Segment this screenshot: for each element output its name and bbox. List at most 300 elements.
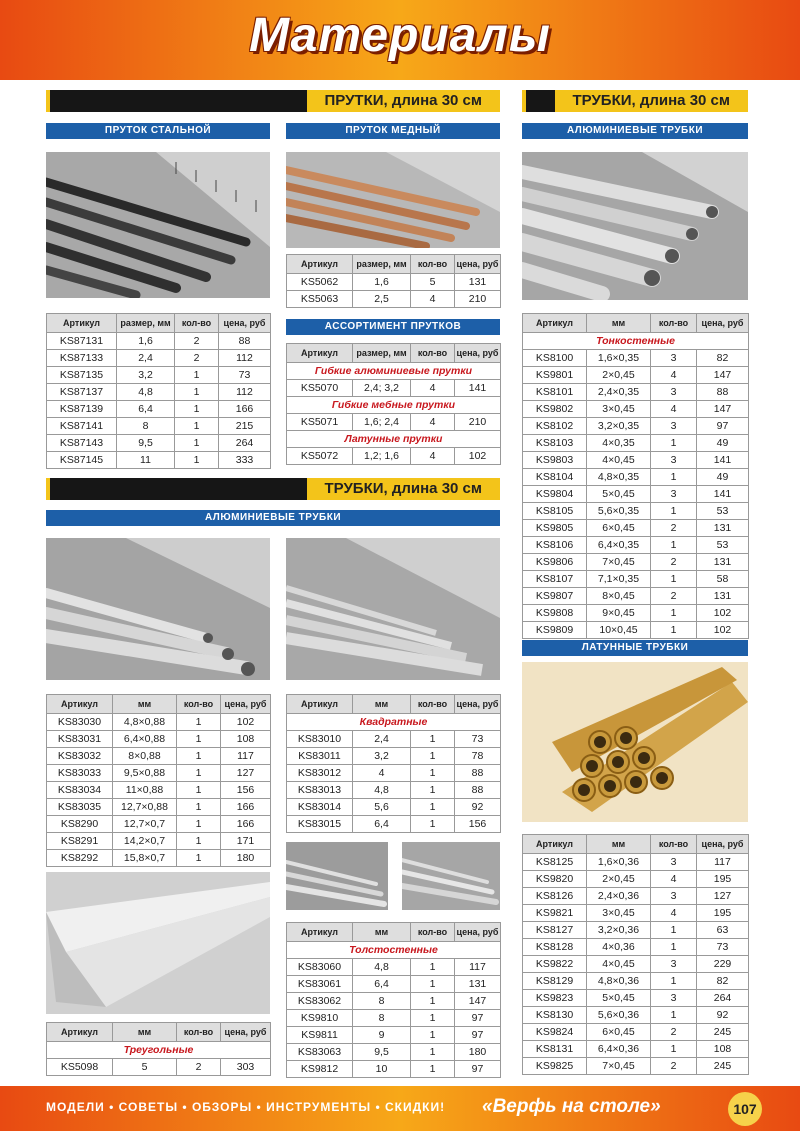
cell-qty: 1 [177, 714, 221, 731]
cell-price: 245 [697, 1024, 749, 1041]
cell-article: KS83012 [287, 765, 353, 782]
cell-qty: 1 [651, 1041, 697, 1058]
table-row [47, 731, 271, 748]
table-row [287, 731, 501, 748]
cell-size: 12,7×0,7 [113, 816, 177, 833]
cell-qty: 2 [175, 350, 219, 367]
cell-price: 82 [697, 350, 749, 367]
table-row [287, 1010, 501, 1027]
cell-size: 3×0,45 [587, 905, 651, 922]
cell-size: 8×0,88 [113, 748, 177, 765]
cell-price: 333 [219, 452, 271, 469]
col-size: размер, мм [353, 255, 411, 274]
table-row [287, 380, 501, 397]
cell-size: 14,2×0,7 [113, 833, 177, 850]
cell-price: 210 [455, 414, 501, 431]
col-article: Артикул [287, 923, 353, 942]
table-row [523, 418, 749, 435]
cell-price: 166 [221, 799, 271, 816]
col-mm: мм [353, 923, 411, 942]
cell-price: 147 [697, 401, 749, 418]
cell-size: 4×0,45 [587, 452, 651, 469]
cell-size: 6,4 [117, 401, 175, 418]
cell-price: 141 [697, 452, 749, 469]
cell-price: 141 [455, 380, 501, 397]
cell-article: KS8104 [523, 469, 587, 486]
col-price: цена, руб [697, 314, 749, 333]
copper-rod-photo [286, 152, 500, 248]
cell-qty: 4 [651, 871, 697, 888]
cell-article: KS9803 [523, 452, 587, 469]
cell-price: 229 [697, 956, 749, 973]
table-row [47, 452, 271, 469]
cell-qty: 1 [175, 384, 219, 401]
cell-price: 117 [221, 748, 271, 765]
cell-price: 180 [455, 1044, 501, 1061]
table-row [523, 939, 749, 956]
col-mm: мм [113, 1023, 177, 1042]
cell-size: 5,6×0,35 [587, 503, 651, 520]
cell-price: 180 [221, 850, 271, 867]
cell-article: KS87145 [47, 452, 117, 469]
cell-qty: 1 [411, 959, 455, 976]
col-qty: кол-во [177, 1023, 221, 1042]
table-row [523, 1024, 749, 1041]
cell-price: 166 [219, 401, 271, 418]
cell-qty: 1 [651, 503, 697, 520]
cell-qty: 4 [411, 414, 455, 431]
cell-article: KS8292 [47, 850, 113, 867]
cell-size: 1,2; 1,6 [353, 448, 411, 465]
table-row [523, 854, 749, 871]
cell-size: 4 [353, 765, 411, 782]
cell-qty: 4 [651, 401, 697, 418]
brass-tube-table [522, 834, 749, 1075]
cell-qty: 1 [411, 976, 455, 993]
square-tube-table [286, 694, 501, 833]
cell-article: KS8128 [523, 939, 587, 956]
table-row [287, 748, 501, 765]
cell-size: 4×0,35 [587, 435, 651, 452]
section-tubes-left-title: ТРУБКИ, длина 30 см [307, 478, 501, 500]
table-row [47, 367, 271, 384]
cell-price: 195 [697, 905, 749, 922]
cell-qty: 3 [651, 418, 697, 435]
table-row [287, 1044, 501, 1061]
cell-article: KS9802 [523, 401, 587, 418]
cell-article: KS83060 [287, 959, 353, 976]
cell-article: KS5072 [287, 448, 353, 465]
cell-qty: 1 [177, 799, 221, 816]
cell-size: 4,8×0,36 [587, 973, 651, 990]
cell-article: KS8127 [523, 922, 587, 939]
cell-qty: 1 [175, 367, 219, 384]
cell-size: 3,2 [117, 367, 175, 384]
cell-article: KS87135 [47, 367, 117, 384]
cell-qty: 2 [651, 554, 697, 571]
cell-size: 3×0,45 [587, 401, 651, 418]
thick-tube-photo-2 [402, 842, 500, 910]
cell-size: 6,4 [353, 976, 411, 993]
cell-price: 97 [455, 1010, 501, 1027]
col-mm: мм [587, 835, 651, 854]
cell-qty: 1 [411, 731, 455, 748]
section-rods [46, 90, 500, 112]
cell-price: 264 [697, 990, 749, 1007]
cell-price: 108 [221, 731, 271, 748]
table-row [47, 782, 271, 799]
table-row [47, 384, 271, 401]
table-row [523, 1058, 749, 1075]
cell-qty: 1 [411, 782, 455, 799]
cell-price: 88 [455, 765, 501, 782]
col-price: цена, руб [455, 344, 501, 363]
table-row [47, 418, 271, 435]
cell-qty: 2 [651, 1058, 697, 1075]
cell-size: 10 [353, 1061, 411, 1078]
section-rods-title: ПРУТКИ, длина 30 см [307, 90, 501, 112]
cell-size: 9,5×0,88 [113, 765, 177, 782]
cell-article: KS9821 [523, 905, 587, 922]
col-qty: кол-во [651, 314, 697, 333]
sub-alu-tubes-left: АЛЮМИНИЕВЫЕ ТРУБКИ [46, 510, 500, 526]
footer-tagline: МОДЕЛИ • СОВЕТЫ • ОБЗОРЫ • ИНСТРУМЕНТЫ • СКИДКИ! [46, 1100, 446, 1114]
cell-article: KS8105 [523, 503, 587, 520]
cell-article: KS83035 [47, 799, 113, 816]
table-row [523, 384, 749, 401]
cell-article: KS8107 [523, 571, 587, 588]
cell-size: 3,2×0,35 [587, 418, 651, 435]
cell-article: KS87131 [47, 333, 117, 350]
thick-tube-photo-1 [286, 842, 388, 910]
cell-article: KS8129 [523, 973, 587, 990]
table-row [47, 833, 271, 850]
cell-article: KS5063 [287, 291, 353, 308]
table-row [287, 799, 501, 816]
cell-article: KS8101 [523, 384, 587, 401]
cell-size: 8 [353, 993, 411, 1010]
table-row [523, 537, 749, 554]
cell-price: 97 [455, 1027, 501, 1044]
col-article: Артикул [287, 255, 353, 274]
cell-qty: 1 [651, 435, 697, 452]
cell-size: 9,5 [353, 1044, 411, 1061]
cell-price: 49 [697, 469, 749, 486]
table-row [287, 993, 501, 1010]
cell-qty: 1 [177, 765, 221, 782]
table-row [523, 871, 749, 888]
cell-qty: 1 [177, 833, 221, 850]
cell-price: 63 [697, 922, 749, 939]
cell-qty: 1 [411, 765, 455, 782]
table-row [47, 850, 271, 867]
table-row [523, 503, 749, 520]
thin-wall-tube-table [522, 313, 749, 639]
table-row [287, 448, 501, 465]
cell-qty: 2 [177, 1059, 221, 1076]
alu-round-tube-photo [46, 538, 270, 680]
col-price: цена, руб [221, 695, 271, 714]
group-row [287, 942, 501, 959]
cell-size: 3,2×0,36 [587, 922, 651, 939]
cell-qty: 1 [411, 799, 455, 816]
table-row [523, 452, 749, 469]
cell-price: 112 [219, 350, 271, 367]
cell-price: 88 [697, 384, 749, 401]
cell-size: 2×0,45 [587, 367, 651, 384]
cell-qty: 1 [411, 993, 455, 1010]
cell-article: KS8131 [523, 1041, 587, 1058]
table-row [523, 486, 749, 503]
cell-qty: 3 [651, 888, 697, 905]
cell-article: KS83061 [287, 976, 353, 993]
table-row [523, 922, 749, 939]
table-row [523, 888, 749, 905]
cell-price: 102 [455, 448, 501, 465]
cell-article: KS87139 [47, 401, 117, 418]
cell-qty: 2 [175, 333, 219, 350]
page-footer [0, 1086, 800, 1131]
cell-price: 92 [697, 1007, 749, 1024]
steel-rod-table [46, 313, 271, 469]
alu-round-tube-table [46, 694, 271, 867]
cell-article: KS9824 [523, 1024, 587, 1041]
sub-alu-tubes-right: АЛЮМИНИЕВЫЕ ТРУБКИ [522, 123, 748, 139]
col-qty: кол-во [411, 344, 455, 363]
cell-article: KS8102 [523, 418, 587, 435]
cell-article: KS9805 [523, 520, 587, 537]
col-size: размер, мм [353, 344, 411, 363]
group-label: Тонкостенные [523, 333, 749, 350]
cell-price: 147 [455, 993, 501, 1010]
triangle-tube-table [46, 1022, 271, 1076]
cell-qty: 4 [411, 448, 455, 465]
cell-qty: 3 [651, 452, 697, 469]
cell-article: KS83015 [287, 816, 353, 833]
cell-qty: 2 [651, 1024, 697, 1041]
cell-size: 11 [117, 452, 175, 469]
cell-qty: 1 [411, 748, 455, 765]
cell-article: KS83033 [47, 765, 113, 782]
cell-article: KS9820 [523, 871, 587, 888]
cell-qty: 1 [177, 850, 221, 867]
col-price: цена, руб [455, 923, 501, 942]
cell-article: KS83014 [287, 799, 353, 816]
table-row [523, 1007, 749, 1024]
sub-steel-rod: ПРУТОК СТАЛЬНОЙ [46, 123, 270, 139]
cell-size: 8 [117, 418, 175, 435]
col-article: Артикул [523, 314, 587, 333]
cell-qty: 1 [651, 571, 697, 588]
col-price: цена, руб [455, 695, 501, 714]
table-row [47, 401, 271, 418]
cell-article: KS8125 [523, 854, 587, 871]
cell-price: 53 [697, 537, 749, 554]
cell-article: KS9811 [287, 1027, 353, 1044]
section-tubes-left [46, 478, 500, 500]
cell-qty: 1 [651, 1007, 697, 1024]
cell-price: 92 [455, 799, 501, 816]
table-row [287, 765, 501, 782]
cell-size: 4,8 [353, 959, 411, 976]
cell-article: KS87133 [47, 350, 117, 367]
alu-square-tube-photo [286, 538, 500, 680]
table-row [47, 350, 271, 367]
cell-qty: 1 [651, 973, 697, 990]
cell-price: 210 [455, 291, 501, 308]
cell-size: 2,4; 3,2 [353, 380, 411, 397]
cell-qty: 1 [175, 435, 219, 452]
table-row [523, 605, 749, 622]
table-row [47, 333, 271, 350]
cell-size: 4,8 [117, 384, 175, 401]
cell-size: 4,8×0,88 [113, 714, 177, 731]
cell-qty: 4 [651, 367, 697, 384]
rod-assortment-table [286, 343, 501, 465]
cell-article: KS9822 [523, 956, 587, 973]
cell-article: KS9801 [523, 367, 587, 384]
cell-price: 215 [219, 418, 271, 435]
cell-article: KS83062 [287, 993, 353, 1010]
group-row [47, 1042, 271, 1059]
cell-article: KS87137 [47, 384, 117, 401]
page-number: 107 [728, 1092, 762, 1126]
cell-price: 195 [697, 871, 749, 888]
col-qty: кол-во [411, 923, 455, 942]
cell-size: 1,6 [353, 274, 411, 291]
cell-article: KS83010 [287, 731, 353, 748]
table-row [523, 1041, 749, 1058]
group-row [287, 431, 501, 448]
table-row [523, 350, 749, 367]
cell-size: 1,6; 2,4 [353, 414, 411, 431]
cell-size: 8×0,45 [587, 588, 651, 605]
cell-price: 264 [219, 435, 271, 452]
cell-article: KS9809 [523, 622, 587, 639]
cell-price: 102 [697, 622, 749, 639]
cell-price: 58 [697, 571, 749, 588]
col-price: цена, руб [455, 255, 501, 274]
table-row [47, 765, 271, 782]
brass-tube-photo [522, 662, 748, 822]
cell-size: 1,6 [117, 333, 175, 350]
cell-article: KS83032 [47, 748, 113, 765]
alu-thin-tube-photo [522, 152, 748, 300]
table-row [47, 799, 271, 816]
cell-qty: 3 [651, 990, 697, 1007]
cell-price: 303 [221, 1059, 271, 1076]
cell-price: 73 [455, 731, 501, 748]
col-article: Артикул [287, 695, 353, 714]
cell-qty: 1 [651, 622, 697, 639]
table-row [287, 976, 501, 993]
cell-size: 2,4 [117, 350, 175, 367]
cell-article: KS5098 [47, 1059, 113, 1076]
group-label: Квадратные [287, 714, 501, 731]
cell-size: 5×0,45 [587, 990, 651, 1007]
col-qty: кол-во [175, 314, 219, 333]
cell-article: KS9823 [523, 990, 587, 1007]
col-article: Артикул [523, 835, 587, 854]
sub-rod-assortment: АССОРТИМЕНТ ПРУТКОВ [286, 319, 500, 335]
col-qty: кол-во [177, 695, 221, 714]
cell-article: KS83013 [287, 782, 353, 799]
cell-size: 6,4×0,36 [587, 1041, 651, 1058]
cell-price: 97 [455, 1061, 501, 1078]
group-label: Гибкие мебные прутки [287, 397, 501, 414]
table-row [523, 571, 749, 588]
cell-price: 49 [697, 435, 749, 452]
cell-size: 9,5 [117, 435, 175, 452]
group-label: Латунные прутки [287, 431, 501, 448]
cell-size: 1,6×0,35 [587, 350, 651, 367]
cell-size: 7×0,45 [587, 554, 651, 571]
cell-price: 102 [221, 714, 271, 731]
col-mm: мм [353, 695, 411, 714]
cell-qty: 1 [411, 1010, 455, 1027]
cell-qty: 1 [175, 401, 219, 418]
cell-qty: 1 [651, 469, 697, 486]
cell-size: 11×0,88 [113, 782, 177, 799]
cell-size: 12,7×0,88 [113, 799, 177, 816]
cell-price: 171 [221, 833, 271, 850]
cell-price: 147 [697, 367, 749, 384]
cell-size: 5,6×0,36 [587, 1007, 651, 1024]
cell-price: 97 [697, 418, 749, 435]
cell-size: 2,4×0,35 [587, 384, 651, 401]
cell-qty: 3 [651, 486, 697, 503]
cell-article: KS9808 [523, 605, 587, 622]
table-row [523, 435, 749, 452]
cell-qty: 1 [411, 816, 455, 833]
cell-price: 73 [697, 939, 749, 956]
cell-article: KS8130 [523, 1007, 587, 1024]
cell-article: KS8106 [523, 537, 587, 554]
cell-price: 117 [455, 959, 501, 976]
table-row [287, 959, 501, 976]
table-row [47, 748, 271, 765]
cell-qty: 1 [175, 418, 219, 435]
cell-qty: 2 [651, 520, 697, 537]
col-mm: мм [587, 314, 651, 333]
table-row [523, 554, 749, 571]
thick-wall-tube-table [286, 922, 501, 1078]
cell-price: 141 [697, 486, 749, 503]
cell-article: KS9810 [287, 1010, 353, 1027]
cell-size: 5,6 [353, 799, 411, 816]
cell-qty: 3 [651, 384, 697, 401]
cell-qty: 1 [651, 922, 697, 939]
cell-qty: 1 [177, 816, 221, 833]
cell-article: KS9806 [523, 554, 587, 571]
cell-qty: 3 [651, 854, 697, 871]
cell-price: 53 [697, 503, 749, 520]
col-price: цена, руб [697, 835, 749, 854]
table-row [523, 367, 749, 384]
cell-qty: 1 [651, 537, 697, 554]
table-row [523, 956, 749, 973]
cell-size: 6,4 [353, 816, 411, 833]
cell-size: 15,8×0,7 [113, 850, 177, 867]
col-price: цена, руб [219, 314, 271, 333]
cell-qty: 3 [651, 350, 697, 367]
group-label: Гибкие алюминиевые прутки [287, 363, 501, 380]
col-price: цена, руб [221, 1023, 271, 1042]
steel-rod-photo [46, 152, 270, 298]
cell-size: 7,1×0,35 [587, 571, 651, 588]
col-size: размер, мм [117, 314, 175, 333]
col-qty: кол-во [411, 255, 455, 274]
